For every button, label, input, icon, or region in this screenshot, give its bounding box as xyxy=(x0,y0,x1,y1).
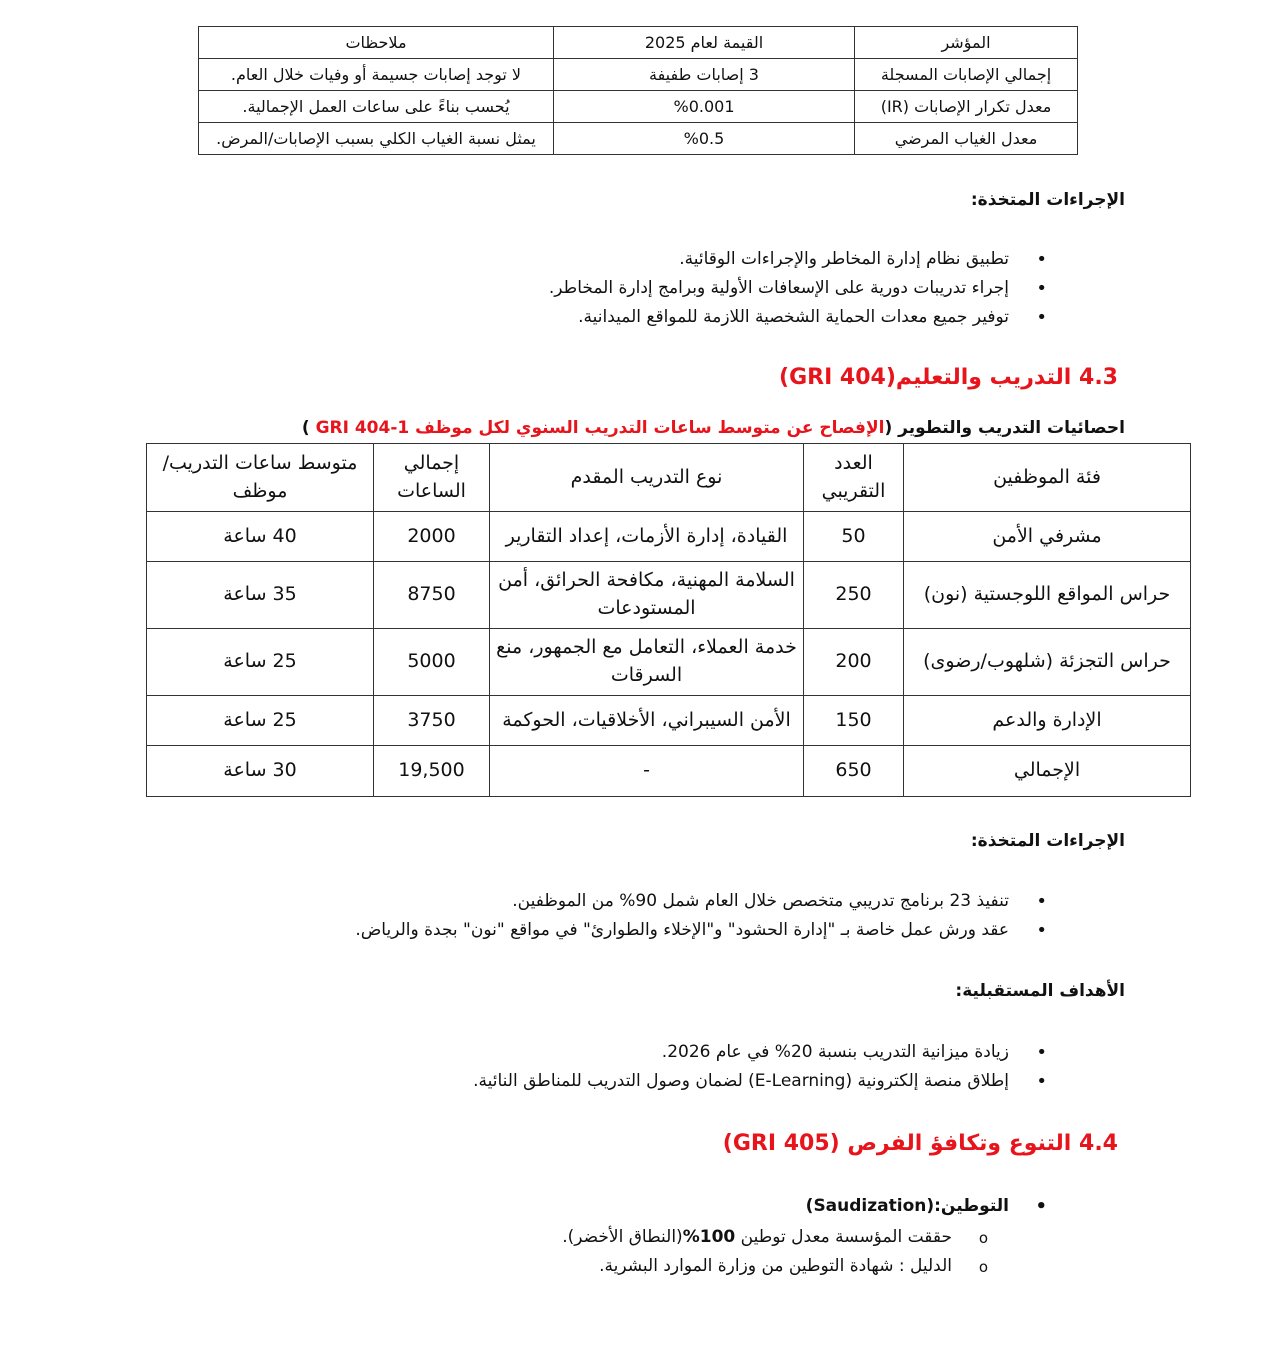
section-title: 4.3 التدريب والتعليم(GRI 404) xyxy=(779,365,1118,390)
table-cell: 35 ساعة xyxy=(147,562,374,629)
table-cell: %0.5 xyxy=(554,123,855,155)
table-row xyxy=(147,512,1191,562)
sub-item-text: حققت المؤسسة معدل توطين xyxy=(735,1227,952,1247)
training-header-row xyxy=(147,444,1191,512)
table-cell: الإدارة والدعم xyxy=(904,696,1191,746)
sub-item-text: الدليل : شهادة التوطين من وزارة الموارد البشرية. xyxy=(599,1256,952,1276)
saudization-item: • التوطين:(Saudization) xyxy=(806,1192,1051,1221)
table-caption xyxy=(302,418,1125,438)
table-row xyxy=(147,696,1191,746)
table-cell: إجمالي الإصابات المسجلة xyxy=(855,59,1078,91)
list-item: • إجراء تدريبات دورية على الإسعافات الأولية وبرامج إدارة المخاطر. xyxy=(549,274,1051,303)
table-cell: 19,500 xyxy=(374,746,490,797)
table-cell: يُحسب بناءً على ساعات العمل الإجمالية. xyxy=(199,91,554,123)
list-item: • زيادة ميزانية التدريب بنسبة 20% في عام 2026. xyxy=(473,1038,1051,1067)
header-cell: ملاحظات xyxy=(199,27,554,59)
table-row xyxy=(147,562,1191,629)
section-title: 4.4 التنوع وتكافؤ الفرص (GRI 405) xyxy=(722,1131,1118,1156)
table-cell: خدمة العملاء، التعامل مع الجمهور، منع السرقات xyxy=(490,629,804,696)
table-row xyxy=(199,91,1078,123)
table-cell: 2000 xyxy=(374,512,490,562)
sub-list-item xyxy=(562,1252,1010,1281)
future-goals-list xyxy=(473,1038,1051,1096)
table-row xyxy=(199,123,1078,155)
caption-end: ) xyxy=(301,418,316,438)
table-cell: 50 xyxy=(804,512,904,562)
table-cell: حراس المواقع اللوجستية (نون) xyxy=(904,562,1191,629)
caption-text: احصائيات التدريب والتطوير ( xyxy=(884,418,1125,438)
table-cell: %0.001 xyxy=(554,91,855,123)
caption-disclosure: الإفصاح عن متوسط ساعات التدريب السنوي لكل موظف GRI 404-1 xyxy=(315,418,885,438)
table-cell: الأمن السيبراني، الأخلاقيات، الحوكمة xyxy=(490,696,804,746)
sub-item-text: (النطاق الأخضر). xyxy=(562,1227,683,1247)
table-cell: معدل الغياب المرضي xyxy=(855,123,1078,155)
actions-heading: الإجراءات المتخذة: xyxy=(970,831,1125,851)
table-cell: الإجمالي xyxy=(904,746,1191,797)
future-goals-heading: الأهداف المستقبلية: xyxy=(955,981,1125,1001)
table-row xyxy=(147,629,1191,696)
header-cell: فئة الموظفين xyxy=(904,444,1191,512)
table-cell: 3 إصابات طفيفة xyxy=(554,59,855,91)
table-row xyxy=(199,59,1078,91)
table-cell: 30 ساعة xyxy=(147,746,374,797)
table-cell: 8750 xyxy=(374,562,490,629)
header-cell: إجمالي الساعات xyxy=(374,444,490,512)
saudization-list xyxy=(806,1192,1051,1221)
actions-heading: الإجراءات المتخذة: xyxy=(970,190,1125,210)
table-cell: معدل تكرار الإصابات (IR) xyxy=(855,91,1078,123)
list-item: • إطلاق منصة إلكترونية (E-Learning) لضمان وصول التدريب للمناطق النائية. xyxy=(473,1067,1051,1096)
sub-item-percentage: 100% xyxy=(682,1227,736,1247)
actions-list xyxy=(549,245,1051,332)
list-item: • تنفيذ 23 برنامج تدريبي متخصص خلال العام شمل 90% من الموظفين. xyxy=(355,887,1051,916)
header-cell: نوع التدريب المقدم xyxy=(490,444,804,512)
table-cell: يمثل نسبة الغياب الكلي بسبب الإصابات/المرض. xyxy=(199,123,554,155)
table-cell: 5000 xyxy=(374,629,490,696)
indicators-table xyxy=(198,26,1078,155)
table-row xyxy=(147,746,1191,797)
table-cell: 150 xyxy=(804,696,904,746)
table-cell: 3750 xyxy=(374,696,490,746)
table-cell: حراس التجزئة (شلهوب/رضوى) xyxy=(904,629,1191,696)
actions-list xyxy=(355,887,1051,945)
header-cell: القيمة لعام 2025 xyxy=(554,27,855,59)
header-cell: المؤشر xyxy=(855,27,1078,59)
saudization-sub-list xyxy=(562,1223,1010,1281)
list-item: • تطبيق نظام إدارة المخاطر والإجراءات الوقائية. xyxy=(549,245,1051,274)
table-cell: 40 ساعة xyxy=(147,512,374,562)
table-cell: القيادة، إدارة الأزمات، إعداد التقارير xyxy=(490,512,804,562)
table-cell: 25 ساعة xyxy=(147,629,374,696)
table-cell: 650 xyxy=(804,746,904,797)
list-item: • توفير جميع معدات الحماية الشخصية اللازمة للمواقع الميدانية. xyxy=(549,303,1051,332)
sub-list-item xyxy=(562,1223,1010,1252)
table-cell: مشرفي الأمن xyxy=(904,512,1191,562)
table-cell: - xyxy=(490,746,804,797)
list-item: • عقد ورش عمل خاصة بـ "إدارة الحشود" و"الإخلاء والطوارئ" في مواقع "نون" بجدة والرياض. xyxy=(355,916,1051,945)
table-cell: 25 ساعة xyxy=(147,696,374,746)
table-cell: 200 xyxy=(804,629,904,696)
table-cell: السلامة المهنية، مكافحة الحرائق، أمن المستودعات xyxy=(490,562,804,629)
training-table xyxy=(146,443,1191,797)
table-cell: لا توجد إصابات جسيمة أو وفيات خلال العام. xyxy=(199,59,554,91)
header-cell: العدد التقريبي xyxy=(804,444,904,512)
header-cell: متوسط ساعات التدريب/موظف xyxy=(147,444,374,512)
indicators-header-row xyxy=(199,27,1078,59)
table-cell: 250 xyxy=(804,562,904,629)
